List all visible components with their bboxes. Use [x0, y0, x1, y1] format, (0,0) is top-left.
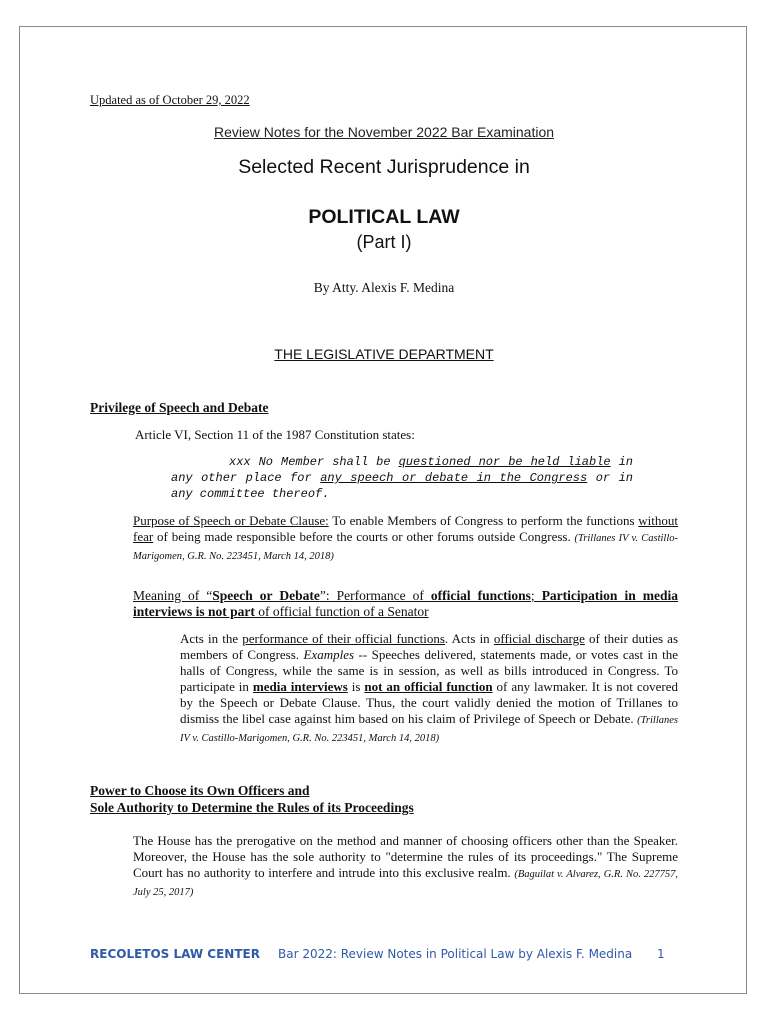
subject-title: POLITICAL LAW — [308, 206, 460, 228]
footer-title: Bar 2022: Review Notes in Political Law by Alexis F. Medina — [278, 947, 633, 961]
purpose-paragraph: Purpose of Speech or Debate Clause: To enable Members of Congress to perform the functions without fear of being made responsible before the courts or other forums outside Congress. (Trillanes IV v. Castillo-Marigomen, G.R. No. 223451, March 14, 2018) — [133, 513, 679, 562]
author-line: By Atty. Alexis F. Medina — [313, 280, 455, 295]
review-notes-title: Review Notes for the November 2022 Bar Examination — [213, 124, 555, 140]
meaning-heading: Meaning of “Speech or Debate”: Performance of official functions; Participation in media interviews is not part of official function of a Senator — [133, 588, 678, 619]
department-heading: THE LEGISLATIVE DEPARTMENT — [274, 346, 494, 362]
part-label: (Part I) — [356, 232, 412, 252]
constitution-intro: Article VI, Section 11 of the 1987 Constitution states: — [135, 427, 415, 442]
house-prerogative-paragraph: The House has the prerogative on the method and manner of choosing officers other than the Speaker. Moreover, the House has the sole authority to "determine the rules of its proceedings." The Supreme Court has no authority to interfere and intrude into this exclusive realm. (Baguilat v. Alvarez, G.R. No. 227757, July 25, 2017) — [133, 833, 679, 898]
page-number: 1 — [657, 947, 665, 961]
footer-center-name: RECOLETOS LAW CENTER — [90, 947, 260, 961]
section-heading-privilege: Privilege of Speech and Debate — [90, 400, 269, 415]
document-page — [19, 26, 747, 994]
selected-title: Selected Recent Jurisprudence in — [238, 156, 530, 178]
section-heading-officers: Power to Choose its Own Officers and — [90, 783, 310, 798]
acts-paragraph: Acts in the performance of their official functions. Acts in official discharge of their duties as members of Congress. Examples -- Speeches delivered, statements made, or votes cast in the halls of Congress, while the same is in session, as well as bills introduced in Congress. To participate in media interviews is not an official function of any lawmaker. It is not covered by the Speech or Debate Clause. Thus, the court validly denied the motion of Trillanes to dismiss the libel case against him based on his claim of Privilege of Speech or Debate. (Trillanes IV v. Castillo-Marigomen, G.R. No. 223451, March 14, 2018) — [180, 631, 679, 744]
section-heading-rules: Sole Authority to Determine the Rules of its Proceedings — [90, 800, 414, 815]
updated-date: Updated as of October 29, 2022 — [90, 93, 250, 107]
constitution-quote: xxx No Member shall be questioned nor be held liable in any other place for any speech or debate in the Congress or in any committee thereof. — [171, 455, 633, 501]
